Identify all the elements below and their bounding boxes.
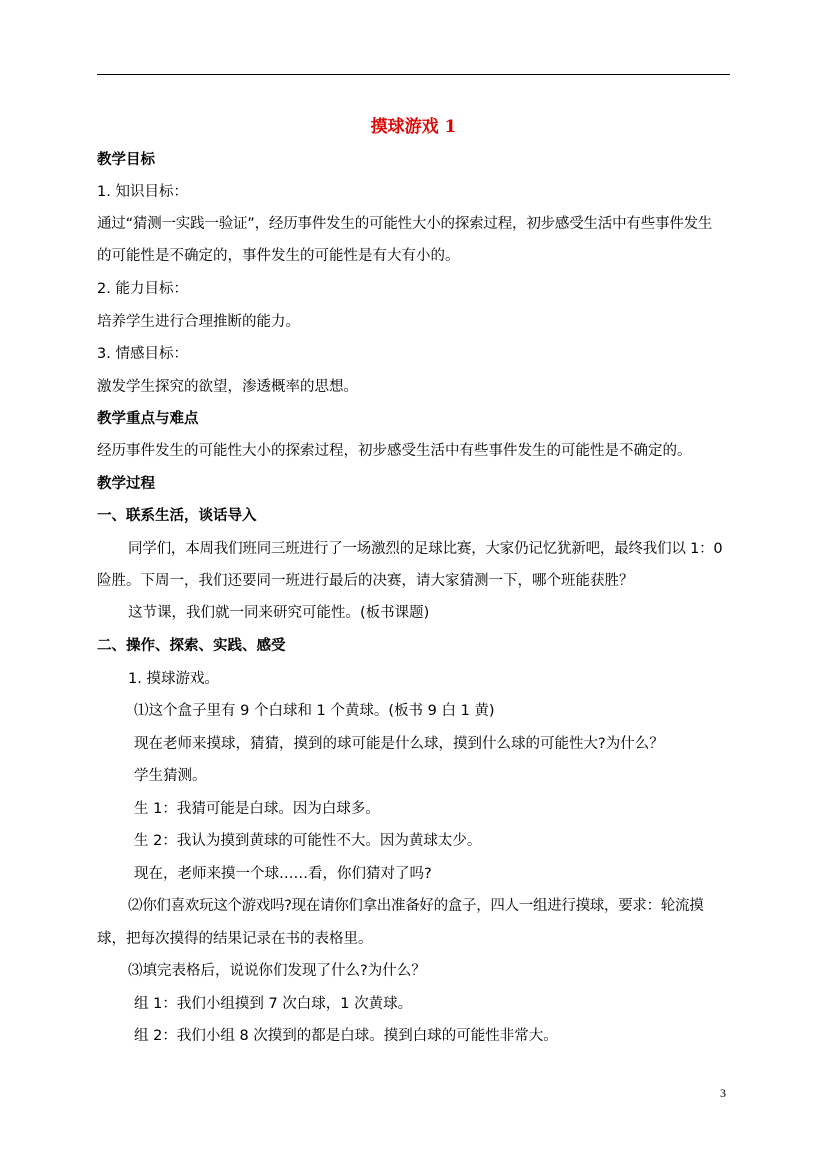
paragraph-line: 球，把每次摸得的结果记录在书的表格里。 [97,931,373,947]
paragraph-line: 的可能性是不确定的，事件发生的可能性是有大有小的。 [97,248,460,264]
paragraph-line: ⑶填完表格后，说说你们发现了什么?为什么？ [128,963,426,979]
heading-objectives: 教学目标 [97,152,155,168]
section-heading-2: 二、操作、探索、实践、感受 [97,638,286,654]
paragraph-line: 学生猜测。 [134,768,207,784]
paragraph-line: ⑵你们喜欢玩这个游戏吗?现在请你们拿出准备好的盒子，四人一组进行摸球，要求：轮流摸 [128,898,704,914]
heading-key-points: 教学重点与难点 [97,411,199,427]
page-number: 3 [720,1086,726,1100]
paragraph-line: 1. 摸球游戏。 [128,671,219,687]
paragraph-line: 激发学生探究的欲望，渗透概率的思想。 [97,379,358,395]
paragraph-line: 3. 情感目标： [97,346,188,362]
section-heading-1: 一、联系生活，谈话导入 [97,508,257,524]
paragraph-line: 2. 能力目标： [97,281,188,297]
paragraph-line: 通过“猜测一实践一验证”，经历事件发生的可能性大小的探索过程，初步感受生活中有些事件发生 [97,216,713,232]
paragraph-line: 组 2：我们小组 8 次摸到的都是白球。摸到白球的可能性非常大。 [134,1028,558,1044]
paragraph-line: 现在老师来摸球，猜猜，摸到的球可能是什么球，摸到什么球的可能性大?为什么？ [134,736,664,752]
paragraph-line: 同学们，本周我们班同三班进行了一场激烈的足球比赛，大家仍记忆犹新吧，最终我们以 1：0 [128,541,723,557]
heading-process: 教学过程 [97,476,155,492]
paragraph-line: ⑴这个盒子里有 9 个白球和 1 个黄球。(板书 9 白 1 黄) [134,703,495,719]
header-rule [97,74,730,75]
paragraph-line: 1. 知识目标： [97,184,188,200]
paragraph-line: 组 1：我们小组摸到 7 次白球，1 次黄球。 [134,996,413,1012]
paragraph-line: 生 2：我认为摸到黄球的可能性不大。因为黄球太少。 [134,833,482,849]
paragraph-line: 这节课，我们就一同来研究可能性。(板书课题) [128,605,430,621]
paragraph-line: 经历事件发生的可能性大小的探索过程，初步感受生活中有些事件发生的可能性是不确定的。 [97,443,692,459]
paragraph-line: 培养学生进行合理推断的能力。 [97,314,300,330]
paragraph-line: 生 1：我猜可能是白球。因为白球多。 [134,801,380,817]
paragraph-line: 险胜。下周一，我们还要同一班进行最后的决赛，请大家猜测一下，哪个班能获胜？ [97,573,634,589]
paragraph-line: 现在，老师来摸一个球……看，你们猜对了吗? [134,866,432,882]
page-title: 摸球游戏 1 [370,117,457,137]
